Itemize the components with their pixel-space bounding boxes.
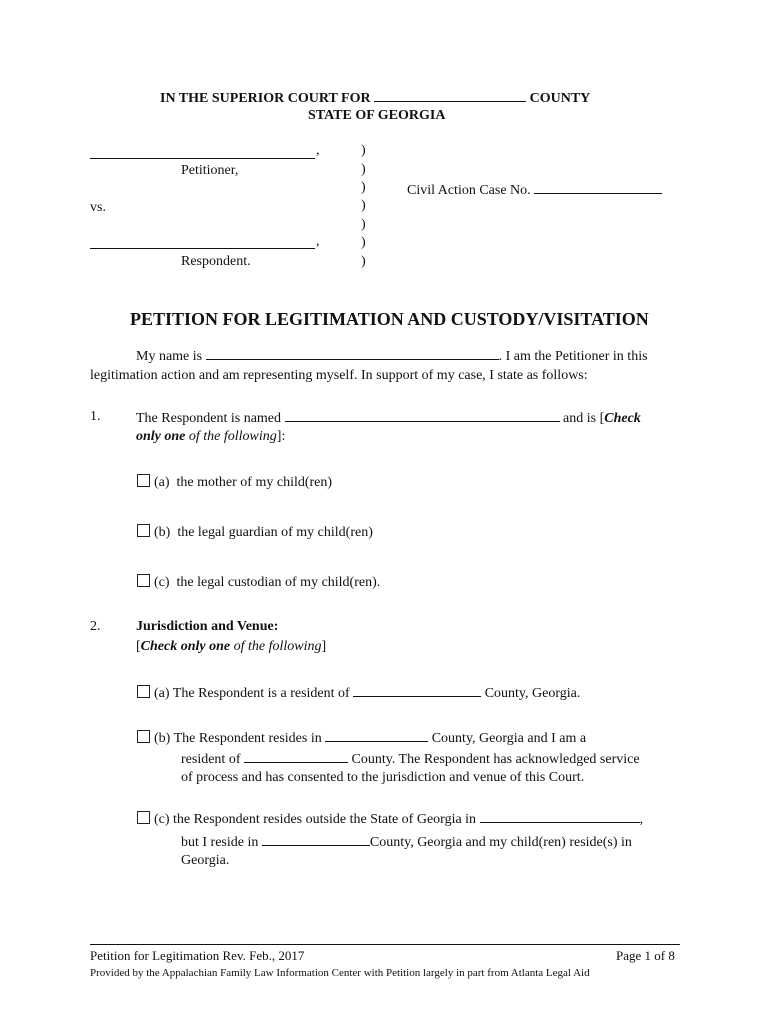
court-header — [160, 89, 590, 107]
item-2-instruction: [Check only one of the following] — [136, 639, 327, 654]
option-text: The Respondent is a resident of — [172, 686, 350, 701]
caption-paren: ) — [361, 198, 366, 213]
case-number-label: Civil Action Case No. — [407, 183, 531, 198]
option-letter: (c) — [154, 812, 170, 827]
petitioner-name-field[interactable] — [206, 347, 499, 360]
caption-paren: ) — [361, 254, 366, 269]
item-1-end: ]: — [276, 429, 286, 444]
option-text: the legal custodian of my child(ren). — [176, 575, 381, 590]
county-field[interactable] — [353, 684, 481, 697]
caption-paren: ) — [361, 162, 366, 177]
option-text: The Respondent resides in — [173, 731, 322, 746]
option-letter: (a) — [154, 686, 170, 701]
option-text: the legal guardian of my child(ren) — [177, 525, 373, 540]
item-1-line-2 — [136, 429, 285, 445]
caption-paren: ) — [361, 217, 366, 232]
respondent-name-blank[interactable] — [90, 248, 315, 249]
case-number-row — [407, 181, 662, 199]
item-1-text: The Respondent is named — [136, 411, 282, 426]
item-2-option-b-line-2 — [181, 750, 640, 768]
checkbox[interactable] — [137, 685, 150, 698]
petitioner-comma: , — [316, 143, 320, 158]
county-field[interactable] — [244, 750, 348, 763]
state-field[interactable] — [480, 810, 640, 823]
caption-paren: ) — [361, 143, 366, 158]
item-2-number: 2. — [90, 619, 101, 634]
item-2-option-c — [137, 810, 643, 828]
intro-text: My name is — [136, 349, 203, 364]
option-text: County, Georgia and my child(ren) reside(s) in — [369, 835, 632, 850]
respondent-name-field[interactable] — [285, 409, 560, 422]
page-number: Page 1 of 8 — [616, 948, 675, 963]
option-text: , — [639, 812, 644, 827]
item-1-option-a — [137, 474, 332, 491]
checkbox[interactable] — [137, 730, 150, 743]
item-1-line-1 — [136, 409, 641, 427]
vs-label: vs. — [90, 200, 106, 215]
case-number-blank[interactable] — [534, 181, 662, 194]
respondent-label: Respondent. — [181, 254, 251, 269]
respondent-comma: , — [316, 234, 320, 249]
intro-line-1 — [136, 347, 648, 365]
court-suffix: COUNTY — [529, 91, 591, 106]
footer-revision: Petition for Legitimation Rev. Feb., 2017 — [90, 948, 305, 963]
item-2-option-a — [137, 684, 580, 702]
petitioner-label: Petitioner, — [181, 163, 239, 178]
checkbox[interactable] — [137, 474, 150, 487]
option-letter: (a) — [154, 475, 170, 490]
option-text: the Respondent resides outside the State of Georgia in — [173, 812, 477, 827]
option-text: resident of — [181, 752, 241, 767]
option-letter: (b) — [154, 525, 171, 540]
checkbox[interactable] — [137, 524, 150, 537]
county-field[interactable] — [325, 729, 428, 742]
item-2-option-c-line-2 — [181, 833, 632, 851]
footer-provided-by: Provided by the Appalachian Family Law Information Center with Petition largely in part from Atlanta Legal Aid — [90, 967, 590, 979]
option-text: County, Georgia and I am a — [431, 731, 587, 746]
option-letter: (c) — [154, 575, 170, 590]
caption-paren: ) — [361, 235, 366, 250]
item-2-option-c-line-3: Georgia. — [181, 853, 230, 868]
document-title: PETITION FOR LEGITIMATION AND CUSTODY/VISITATION — [130, 309, 649, 329]
of-following-text: of the following — [188, 429, 277, 444]
option-text: County, Georgia. — [484, 686, 581, 701]
county-blank[interactable] — [374, 89, 526, 102]
checkbox[interactable] — [137, 811, 150, 824]
county-field[interactable] — [262, 833, 370, 846]
of-following-text: of the following — [233, 639, 322, 654]
footer-divider — [90, 944, 680, 945]
option-text: but I reside in — [181, 835, 259, 850]
item-2-option-b — [137, 729, 586, 747]
item-1-option-b — [137, 524, 373, 541]
only-one-text: only one — [136, 429, 186, 444]
checkbox[interactable] — [137, 574, 150, 587]
intro-line-2: legitimation action and am representing myself. In support of my case, I state as follows: — [90, 368, 588, 383]
item-2-heading: Jurisdiction and Venue: — [136, 619, 279, 634]
item-2-option-b-line-3: of process and has consented to the jurisdiction and venue of this Court. — [181, 770, 585, 785]
option-text: the mother of my child(ren) — [176, 475, 333, 490]
item-1-number: 1. — [90, 409, 101, 424]
item-1-text: and is [ — [563, 411, 605, 426]
item-1-check-text: Check — [604, 411, 641, 426]
option-text: County. The Respondent has acknowledged service — [351, 752, 640, 767]
item-1-option-c — [137, 574, 380, 591]
state-header: STATE OF GEORGIA — [308, 108, 446, 123]
check-only-one-text: Check only one — [140, 639, 231, 654]
court-prefix: IN THE SUPERIOR COURT FOR — [160, 91, 371, 106]
option-letter: (b) — [154, 731, 171, 746]
petitioner-name-blank[interactable] — [90, 158, 315, 159]
caption-paren: ) — [361, 180, 366, 195]
intro-text: . I am the Petitioner in this — [498, 349, 648, 364]
